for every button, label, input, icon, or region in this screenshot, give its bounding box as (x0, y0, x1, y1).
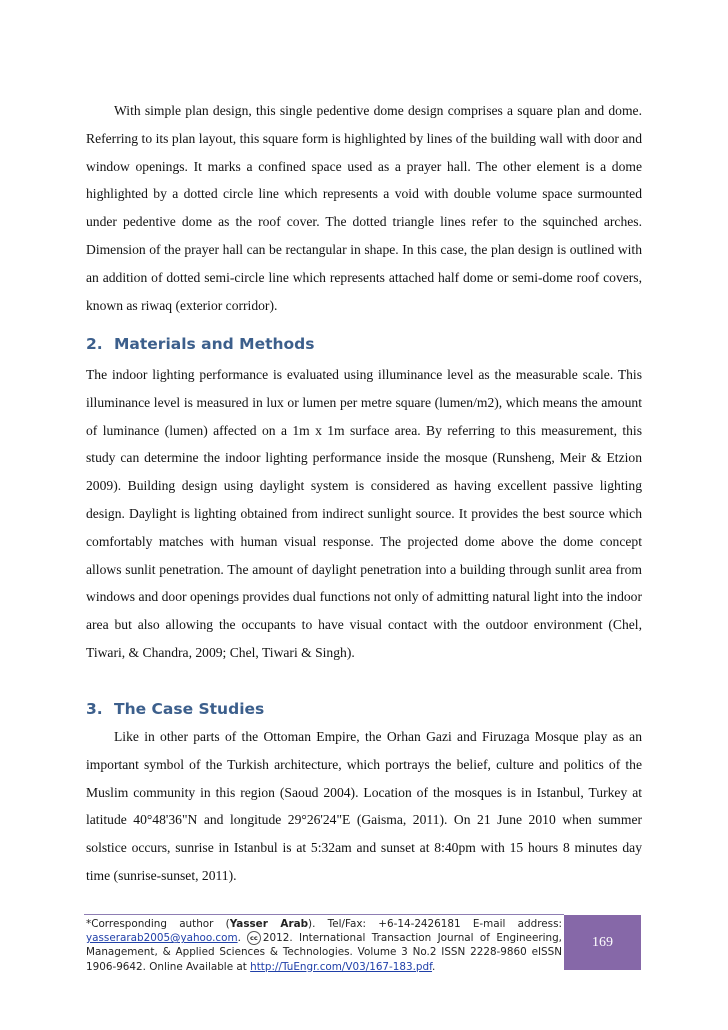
footnote-prefix: *Corresponding author ( (86, 918, 230, 930)
creative-commons-icon: cc (247, 931, 261, 945)
section-heading-case-studies (86, 700, 264, 718)
footnote: *Corresponding author (Yasser Arab). Tel/Fax: +6-14-2426181 E-mail address: yasserarab2005@yahoo.com. cc 2012. International Transaction Journal of Engineering, Management, & Applied Sciences & Technologies. Volume 3 No.2 ISSN 2228-9860 eISSN 1906-9642. Online Available at http://TuEngr.com/V03/167-183.pdf. (86, 918, 562, 973)
case-studies-paragraph: Like in other parts of the Ottoman Empire, the Orhan Gazi and Firuzaga Mosque play as an important symbol of the Turkish architecture, which portrays the belief, culture and politics of the Muslim community in this region (Saoud 2004). Location of the mosques is in Istanbul, Turkey at latitude 40°48'36"N and longitude 29°26'24"E (Gaisma, 2011). On 21 June 2010 when summer solstice occurs, sunrise in Istanbul is at 5:32am and sunset at 8:40pm with 15 hours 8 minutes day time (sunrise-sunset, 2011). (86, 729, 642, 883)
section-heading-materials (86, 335, 315, 353)
section-title: The Case Studies (114, 700, 265, 718)
footnote-suffix: . (432, 960, 436, 973)
materials-paragraph: The indoor lighting performance is evaluated using illuminance level as the measurable scale. This illuminance level is measured in lux or lumen per metre square (lumen/m2), which means the amount of luminance (lumen) affected on a 1m x 1m surface area. By referring to this measurement, this study can determine the indoor lighting performance inside the mosque (Runsheng, Meir & Etzion 2009). Building design using daylight system is considered as having excellent passive lighting design. Daylight is lighting obtained from indirect sunlight source. It provides the best source which comfortably matches with human visual response. The projected dome above the dome concept allows sunlit penetration. The amount of daylight penetration into a building through sunlit area from windows and door openings provides dual functions not only of admitting natural light into the indoor area but also allowing the occupants to have visual contact with the outdoor environment (Chel, Tiwari, & Chandra, 2009; Chel, Tiwari & Singh). (86, 367, 642, 660)
footnote-copyright: 2012. International Transaction Journal of Engineering, Management, & Applied Sciences & Technologies. Volume 3 No.2 ISSN 2228-9860 eISSN 1906-9642. Online Available at (86, 932, 562, 973)
footer-divider (84, 914, 564, 915)
footnote-contact: ). Tel/Fax: +6-14-2426181 E-mail address: (308, 918, 562, 930)
intro-paragraph: With simple plan design, this single pedentive dome design comprises a square plan and dome. Referring to its plan layout, this square form is highlighted by lines of the building wall with door and window openings. It marks a confined space used as a prayer hall. The other element is a dome highlighted by a dotted circle line which represents a void with double volume space surmounted under pedentive dome as the roof cover. The dotted triangle lines refer to the squinched arches. Dimension of the prayer hall can be rectangular in shape. In this case, the plan design is outlined with an addition of dotted semi-circle line which represents attached half dome or semi-dome roof covers, known as riwaq (exterior corridor). (86, 103, 642, 313)
section-number: 3. (86, 700, 103, 718)
author-name: Yasser Arab (229, 918, 309, 930)
section-title: Materials and Methods (114, 335, 315, 353)
email-link[interactable]: yasserarab2005@yahoo.com (86, 932, 238, 945)
page-number: 169 (592, 934, 613, 950)
article-url-link[interactable]: http://TuEngr.com/V03/167-183.pdf (250, 960, 433, 973)
page-number-badge (564, 915, 641, 970)
section-number: 2. (86, 335, 103, 353)
